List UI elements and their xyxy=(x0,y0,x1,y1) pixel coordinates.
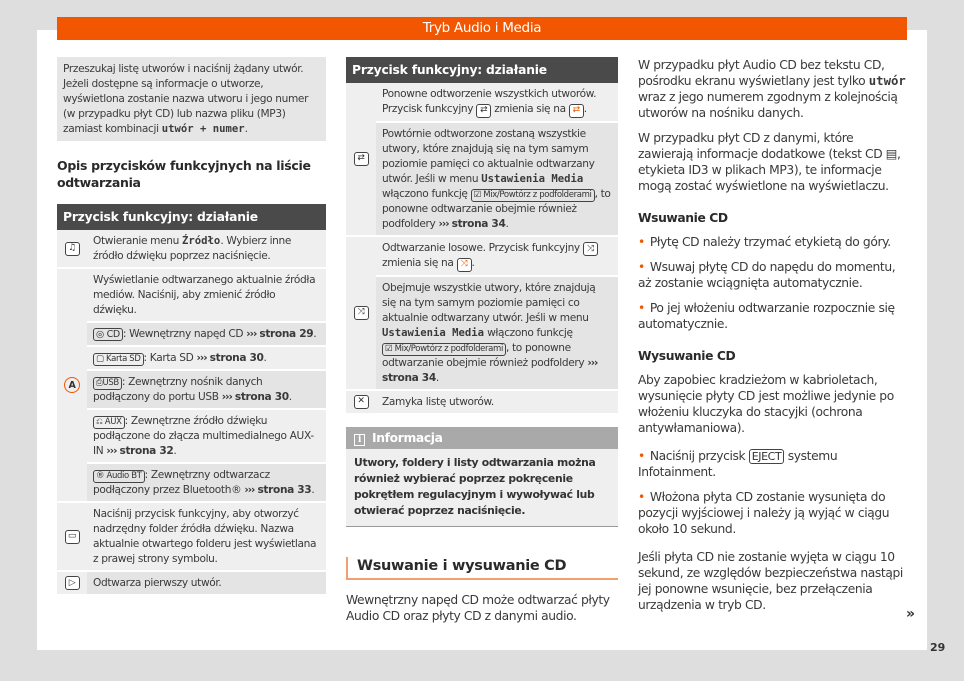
repeat-icon: ⇄ xyxy=(476,104,491,118)
icon-cell xyxy=(57,230,87,267)
mix-repeat-checkbox-chip: ☑ Mix/Powtórz z podfolderami xyxy=(382,343,506,356)
source-bt: ® Audio BT : Zewnętrzny odtwarzacz podłączony przez Bluetooth® ››› strona 33. xyxy=(87,462,326,501)
list-item: • Po jej włożeniu odtwarzanie rozpocznie się automatycznie. xyxy=(638,300,906,332)
table-row xyxy=(57,269,326,503)
shuffle-icon: ⤨ xyxy=(354,306,369,320)
list-item: • Płytę CD należy trzymać etykietą do góry. xyxy=(638,234,906,250)
list-item: • Włożona płyta CD zostanie wysunięta do pozycji wyjściowej i należy ją wyjąć w ciągu około 10 sekund. xyxy=(638,489,906,537)
page-ref-link[interactable]: strona 33 xyxy=(257,484,312,496)
page-ref-link[interactable]: strona 34 xyxy=(451,217,506,230)
table-row xyxy=(57,230,326,269)
left-column xyxy=(57,57,326,596)
callout-a-icon: A xyxy=(64,377,80,393)
info-icon: i xyxy=(354,434,365,446)
eject-intro: Aby zapobiec kradzieżom w kabrioletach, wysunięcie płyty CD jest możliwe jedynie po włożeniu kluczyka do stacyjki (ochrona antywłamaniowa). xyxy=(638,373,894,435)
cd-text-icon: ▤ xyxy=(885,147,898,161)
source-sd: ▢ Karta SD : Karta SD ››› strona 30. xyxy=(87,345,326,369)
note-box xyxy=(57,57,326,141)
icon-cell xyxy=(346,391,376,413)
table-row xyxy=(346,237,618,391)
source-usb: ⎙USB : Zewnętrzny nośnik danych podłączony do portu USB ››› strona 30. xyxy=(87,369,326,408)
right-column xyxy=(638,57,906,622)
icon-cell xyxy=(57,572,87,594)
info-header: i Informacja xyxy=(346,427,618,449)
page-number: 29 xyxy=(930,641,946,654)
note-mono: utwór + numer xyxy=(161,123,245,135)
row-text: Wyświetlanie odtwarzanego aktualnie źródła mediów. Naciśnij, aby zmienić źródło dźwięku. xyxy=(87,269,326,321)
paragraph-data-cd: W przypadku płyt CD z danymi, które zawierają informacje dodatkowe (tekst CD ▤, etykieta ID3 w plikach MP3), te informacje mogą zostać wyświetlone na wyświetlaczu. xyxy=(638,131,901,193)
note-text: Przeszukaj listę utworów i naciśnij żądany utwór. Jeżeli dostępne są informacje o utworze, wyświetlona zostanie nazwa utworu i jego numer (w przypadku płyt CD) lub nazwa pliku (MP3) zamiast kombinacji xyxy=(63,63,309,135)
continue-arrow-icon: » xyxy=(906,606,916,622)
usb-chip: ⎙USB xyxy=(93,377,122,390)
table-row xyxy=(346,391,618,415)
icon-cell xyxy=(57,269,87,501)
play-icon: ▷ xyxy=(65,576,80,590)
eject-outro: Jeśli płyta CD nie zostanie wyjęta w ciągu 10 sekund, ze względów bezpieczeństwa nastąpi jej ponowne wsunięcie, bez przełączenia urządzenia w tryb CD. xyxy=(638,550,903,612)
source-cd: ◎ CD : Wewnętrzny napęd CD ››› strona 29. xyxy=(87,321,326,345)
icon-cell xyxy=(57,503,87,570)
table-header: Przycisk funkcyjny: działanie xyxy=(346,57,618,83)
info-box xyxy=(346,427,618,527)
function-table-left xyxy=(57,204,326,596)
page-ref-link[interactable]: strona 32 xyxy=(119,445,174,457)
close-icon: ✕ xyxy=(354,395,369,409)
icon-cell xyxy=(346,237,376,389)
list-item: • Naciśnij przycisk EJECT systemu Infotainment. xyxy=(638,448,906,480)
row-text: Obejmuje wszystkie utwory, które znajdują się na tym samym poziomie pamięci co aktualnie odtwarzany utwór. Jeśli w menu Ustawienia Media włączono funkcję ☑ Mix/Powtórz z podfolderami , to ponowne odtwarzanie obejmie również podfoldery ››› strona 34. xyxy=(376,275,618,389)
row-text: Otwieranie menu Źródło. Wybierz inne źródło dźwięku poprzez naciśnięcie. xyxy=(87,230,326,267)
subheading: Opis przycisków funkcyjnych na liście odtwarzania xyxy=(57,158,311,190)
shuffle-active-icon: ⤨ xyxy=(457,258,472,272)
repeat-active-icon: ⇄ xyxy=(569,104,584,118)
cd-chip: ◎ CD xyxy=(93,328,123,341)
row-text: Odtwarza pierwszy utwór. xyxy=(87,572,326,594)
insert-cd-heading: Wsuwanie CD xyxy=(638,211,728,225)
table-header: Przycisk funkcyjny: działanie xyxy=(57,204,326,230)
paragraph-audio-cd: W przypadku płyt Audio CD bez tekstu CD, pośrodku ekranu wyświetlany jest tylko utwór wraz z jego numerem zgodnym z kolejnością utworów na nośniku danych. xyxy=(638,58,906,120)
mix-repeat-checkbox-chip: ☑ Mix/Powtórz z podfolderami xyxy=(471,189,595,202)
row-text: Zamyka listę utworów. xyxy=(376,391,618,413)
row-text: Odtwarzanie losowe. Przycisk funkcyjny ⤨ zmienia się na ⤨ . xyxy=(376,237,618,275)
bluetooth-chip: ® Audio BT xyxy=(93,470,145,483)
table-row xyxy=(57,572,326,596)
table-row xyxy=(57,503,326,572)
row-text: Ponowne odtworzenie wszystkich utworów. Przycisk funkcyjny ⇄ zmienia się na ⇄ . xyxy=(376,83,618,121)
middle-column xyxy=(346,57,618,624)
aux-chip: ⎌ AUX xyxy=(93,416,125,429)
function-table-right xyxy=(346,57,618,415)
eject-button-chip: EJECT xyxy=(749,449,785,464)
section-text: Wewnętrzny napęd CD może odtwarzać płyty Audio CD oraz płyty CD z danymi audio. xyxy=(346,592,610,623)
sd-card-chip: ▢ Karta SD xyxy=(93,353,144,366)
icon-cell xyxy=(346,83,376,235)
note-end: . xyxy=(244,123,248,135)
chapter-banner: Tryb Audio i Media xyxy=(57,17,907,40)
eject-cd-heading: Wysuwanie CD xyxy=(638,349,736,363)
shuffle-icon: ⤨ xyxy=(583,242,598,256)
table-row xyxy=(346,83,618,237)
section-heading: Wsuwanie i wysuwanie CD xyxy=(346,557,618,580)
row-text: Powtórnie odtworzone zostaną wszystkie utwory, które znajdują się na tym samym poziomie pamięci co aktualnie odtwarzany utwór. Jeśli w menu Ustawienia Media włączono funkcję ☑ Mix/Powtórz z podfolderami , to ponowne odtwarzanie obejmie również podfoldery ››› strona 34. xyxy=(376,121,618,235)
page-ref-link[interactable]: strona 34 xyxy=(382,371,436,384)
folder-icon: ▭ xyxy=(65,530,80,544)
row-text: Naciśnij przycisk funkcyjny, aby otworzyć nadrzędny folder źródła dźwięku. Nazwa aktualnie otwartego folderu jest wyświetlana z prawej strony symbolu. xyxy=(87,503,326,570)
page-ref-link[interactable]: strona 30 xyxy=(234,391,289,403)
info-text: Utwory, foldery i listy odtwarzania można również wybierać poprzez pokręcenie pokrętłem regulacyjnym i wywoływać lub otwierać poprzez naciśnięcie. xyxy=(346,449,618,527)
page-ref-link[interactable]: strona 29 xyxy=(259,328,314,340)
page-ref-link[interactable]: strona 30 xyxy=(209,352,264,364)
source-aux: ⎌ AUX : Zewnętrzne źródło dźwięku podłączone do złącza multimedialnego AUX-IN ››› strona 32. xyxy=(87,408,326,462)
repeat-icon: ⇄ xyxy=(354,152,369,166)
music-note-icon: ♫ xyxy=(65,242,80,256)
list-item: • Wsuwaj płytę CD do napędu do momentu, aż zostanie wciągnięta automatycznie. xyxy=(638,259,906,291)
